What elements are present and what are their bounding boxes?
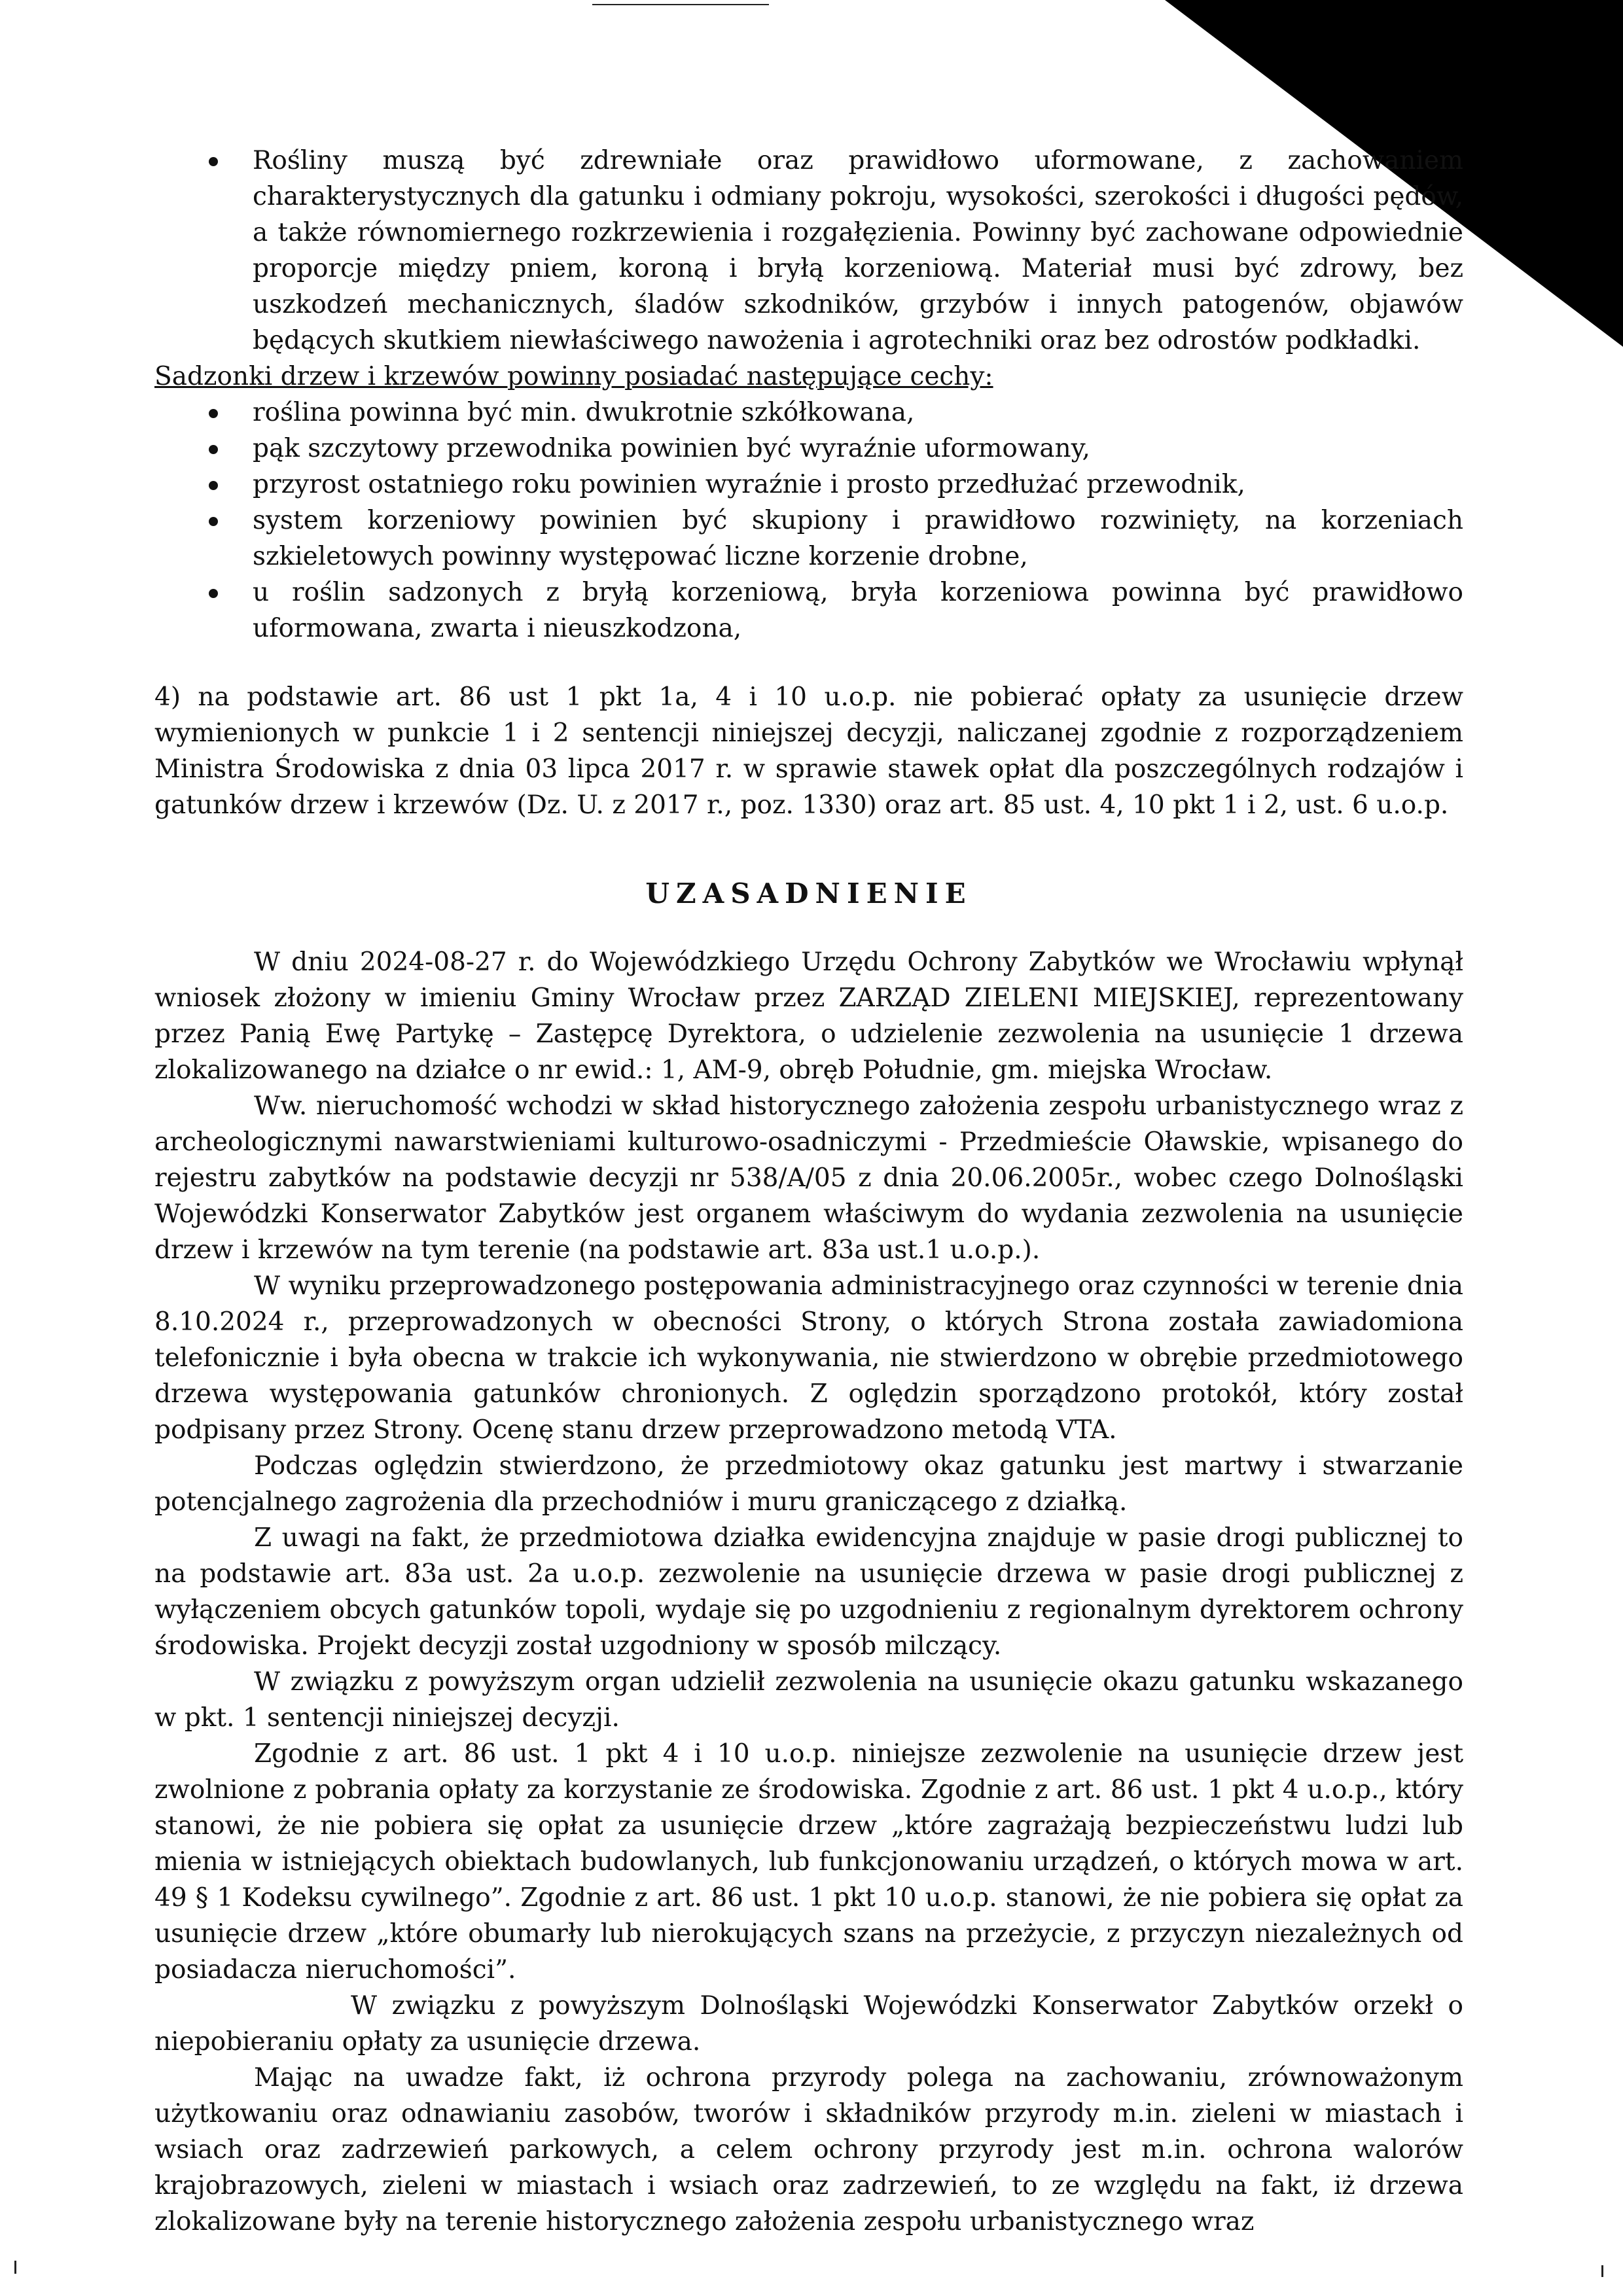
justification-paragraph: Mając na uwadze fakt, iż ochrona przyrody polega na zachowaniu, zrównoważonym użytkowaniu oraz odnawianiu zasobów, tworów i składników przyrody m.in. zieleni w miastach i wsiach oraz zadrzewień parkowych, a celem ochrony przyrody jest m.in. ochrona walorów krajobrazowych, zieleni w miastach i wsiach oraz zadrzewień, to ze względu na fakt, iż drzewa zlokalizowane były na terenie historycznego założenia zespołu urbanistycznego wraz xyxy=(154,2063,1463,2236)
bullet-icon xyxy=(209,481,218,490)
scan-margin-mark xyxy=(14,2261,16,2274)
list-item xyxy=(154,395,1463,431)
list-item-text: u roślin sadzonych z bryłą korzeniową, bryła korzeniowa powinna być prawidłowo uformowana, zwarta i nieuszkodzona, xyxy=(253,578,1463,643)
justification-paragraph: Ww. nieruchomość wchodzi w skład historycznego założenia zespołu urbanistycznego wraz z archeologicznymi nawarstwieniami kulturowo-osadniczymi - Przedmieście Oławskie, wpisanego do rejestru zabytków na podstawie decyzji nr 538/A/05 z dnia 20.06.2005r., wobec czego Dolnośląski Wojewódzki Konserwator Zabytków jest organem właściwym do wydania zezwolenia na usunięcie drzew i krzewów na tym terenie (na podstawie art. 83a ust.1 u.o.p.). xyxy=(154,1091,1463,1265)
list-item-text: pąk szczytowy przewodnika powinien być wyraźnie uformowany, xyxy=(253,434,1090,463)
top-rule xyxy=(592,4,769,5)
list-item xyxy=(154,574,1463,646)
bullet-icon xyxy=(209,517,218,526)
plant-requirements-bullet xyxy=(154,143,1463,359)
list-item-text: roślina powinna być min. dwukrotnie szkółkowana, xyxy=(253,398,915,427)
justification-paragraph: Zgodnie z art. 86 ust. 1 pkt 4 i 10 u.o.p. niniejsze zezwolenie na usunięcie drzew jest zwolnione z pobrania opłaty za korzystanie ze środowiska. Zgodnie z art. 86 ust. 1 pkt 4 u.o.p., który stanowi, że nie pobiera się opłat za usunięcie drzew „które zagrażają bezpieczeństwu ludzi lub mienia w istniejących obiektach budowlanych, lub funkcjonowaniu urządzeń, o których mowa w art. 49 § 1 Kodeksu cywilnego”. Zgodnie z art. 86 ust. 1 pkt 10 u.o.p. stanowi, że nie pobiera się opłat za usunięcie drzew „które obumarły lub nierokujących szans na przeżycie, z przyczyn niezależnych od posiadacza nieruchomości”. xyxy=(154,1739,1463,1985)
list-item xyxy=(154,467,1463,503)
bullet-icon xyxy=(209,157,218,166)
saplings-list xyxy=(154,395,1463,646)
bullet-icon xyxy=(209,589,218,598)
spacer xyxy=(154,911,1463,944)
saplings-heading: Sadzonki drzew i krzewów powinny posiadać następujące cechy: xyxy=(154,362,993,391)
justification-paragraph: W związku z powyższym organ udzielił zezwolenia na usunięcie okazu gatunku wskazanego w pkt. 1 sentencji niniejszej decyzji. xyxy=(154,1667,1463,1733)
justification-paragraph: W związku z powyższym Dolnośląski Wojewódzki Konserwator Zabytków orzekł o niepobieraniu opłaty za usunięcie drzewa. xyxy=(154,1991,1463,2057)
scan-margin-mark xyxy=(1601,2265,1603,2277)
list-item xyxy=(154,503,1463,574)
plant-requirements-text: Rośliny muszą być zdrewniałe oraz prawidłowo uformowane, z zachowaniem charakterystycznych dla gatunku i odmiany pokroju, wysokości, szerokości i długości pędów, a także równomiernego rozkrzewienia i rozgałęzienia. Powinny być zachowane odpowiednie proporcje między pniem, koroną i bryłą korzeniową. Materiał musi być zdrowy, bez uszkodzeń mechanicznych, śladów szkodników, grzybów i innych patogenów, objawów będących skutkiem niewłaściwego nawożenia i agrotechniki oraz bez odrostów podkładki. xyxy=(253,146,1463,355)
justification-paragraph: Podczas oględzin stwierdzono, że przedmiotowy okaz gatunku jest martwy i stwarzanie potencjalnego zagrożenia dla przechodniów i muru graniczącego z działką. xyxy=(154,1451,1463,1517)
list-item-text: przyrost ostatniego roku powinien wyraźnie i prosto przedłużać przewodnik, xyxy=(253,470,1245,499)
spacer xyxy=(154,823,1463,875)
justification-title: UZASADNIENIE xyxy=(645,877,972,910)
spacer xyxy=(154,646,1463,679)
decision-point-4: 4) na podstawie art. 86 ust 1 pkt 1a, 4 i 10 u.o.p. nie pobierać opłaty za usunięcie drzew wymienionych w punkcie 1 i 2 sentencji niniejszej decyzji, naliczanej zgodnie z rozporządzeniem Ministra Środowiska z dnia 03 lipca 2017 r. w sprawie stawek opłat dla poszczególnych rodzajów i gatunków drzew i krzewów (Dz. U. z 2017 r., poz. 1330) oraz art. 85 ust. 4, 10 pkt 1 i 2, ust. 6 u.o.p. xyxy=(154,682,1463,820)
bullet-icon xyxy=(209,445,218,454)
justification-paragraph: W dniu 2024-08-27 r. do Wojewódzkiego Urzędu Ochrony Zabytków we Wrocławiu wpłynął wniosek złożony w imieniu Gminy Wrocław przez ZARZĄD ZIELENI MIEJSKIEJ, reprezentowany przez Panią Ewę Partykę – Zastępcę Dyrektora, o udzielenie zezwolenia na usunięcie 1 drzewa zlokalizowanego na działce o nr ewid.: 1, AM-9, obręb Południe, gm. miejska Wrocław. xyxy=(154,947,1463,1085)
bullet-icon xyxy=(209,409,218,418)
justification-paragraph: W wyniku przeprowadzonego postępowania administracyjnego oraz czynności w terenie dnia 8.10.2024 r., przeprowadzonych w obecności Strony, o których Strona została zawiadomiona telefonicznie i była obecna w trakcie ich wykonywania, nie stwierdzono w obrębie przedmiotowego drzewa występowania gatunków chronionych. Z oględzin sporządzono protokół, który został podpisany przez Strony. Ocenę stanu drzew przeprowadzono metodą VTA. xyxy=(154,1271,1463,1445)
justification-paragraph: Z uwagi na fakt, że przedmiotowa działka ewidencyjna znajduje w pasie drogi publicznej to na podstawie art. 83a ust. 2a u.o.p. zezwolenie na usunięcie drzewa w pasie drogi publicznej z wyłączeniem obcych gatunków topoli, wydaje się po uzgodnieniu z regionalnym dyrektorem ochrony środowiska. Projekt decyzji został uzgodniony w sposób milczący. xyxy=(154,1523,1463,1661)
list-item xyxy=(154,431,1463,467)
document-content xyxy=(154,143,1463,2240)
list-item-text: system korzeniowy powinien być skupiony i prawidłowo rozwinięty, na korzeniach szkieletowych powinny występować liczne korzenie drobne, xyxy=(253,506,1463,571)
